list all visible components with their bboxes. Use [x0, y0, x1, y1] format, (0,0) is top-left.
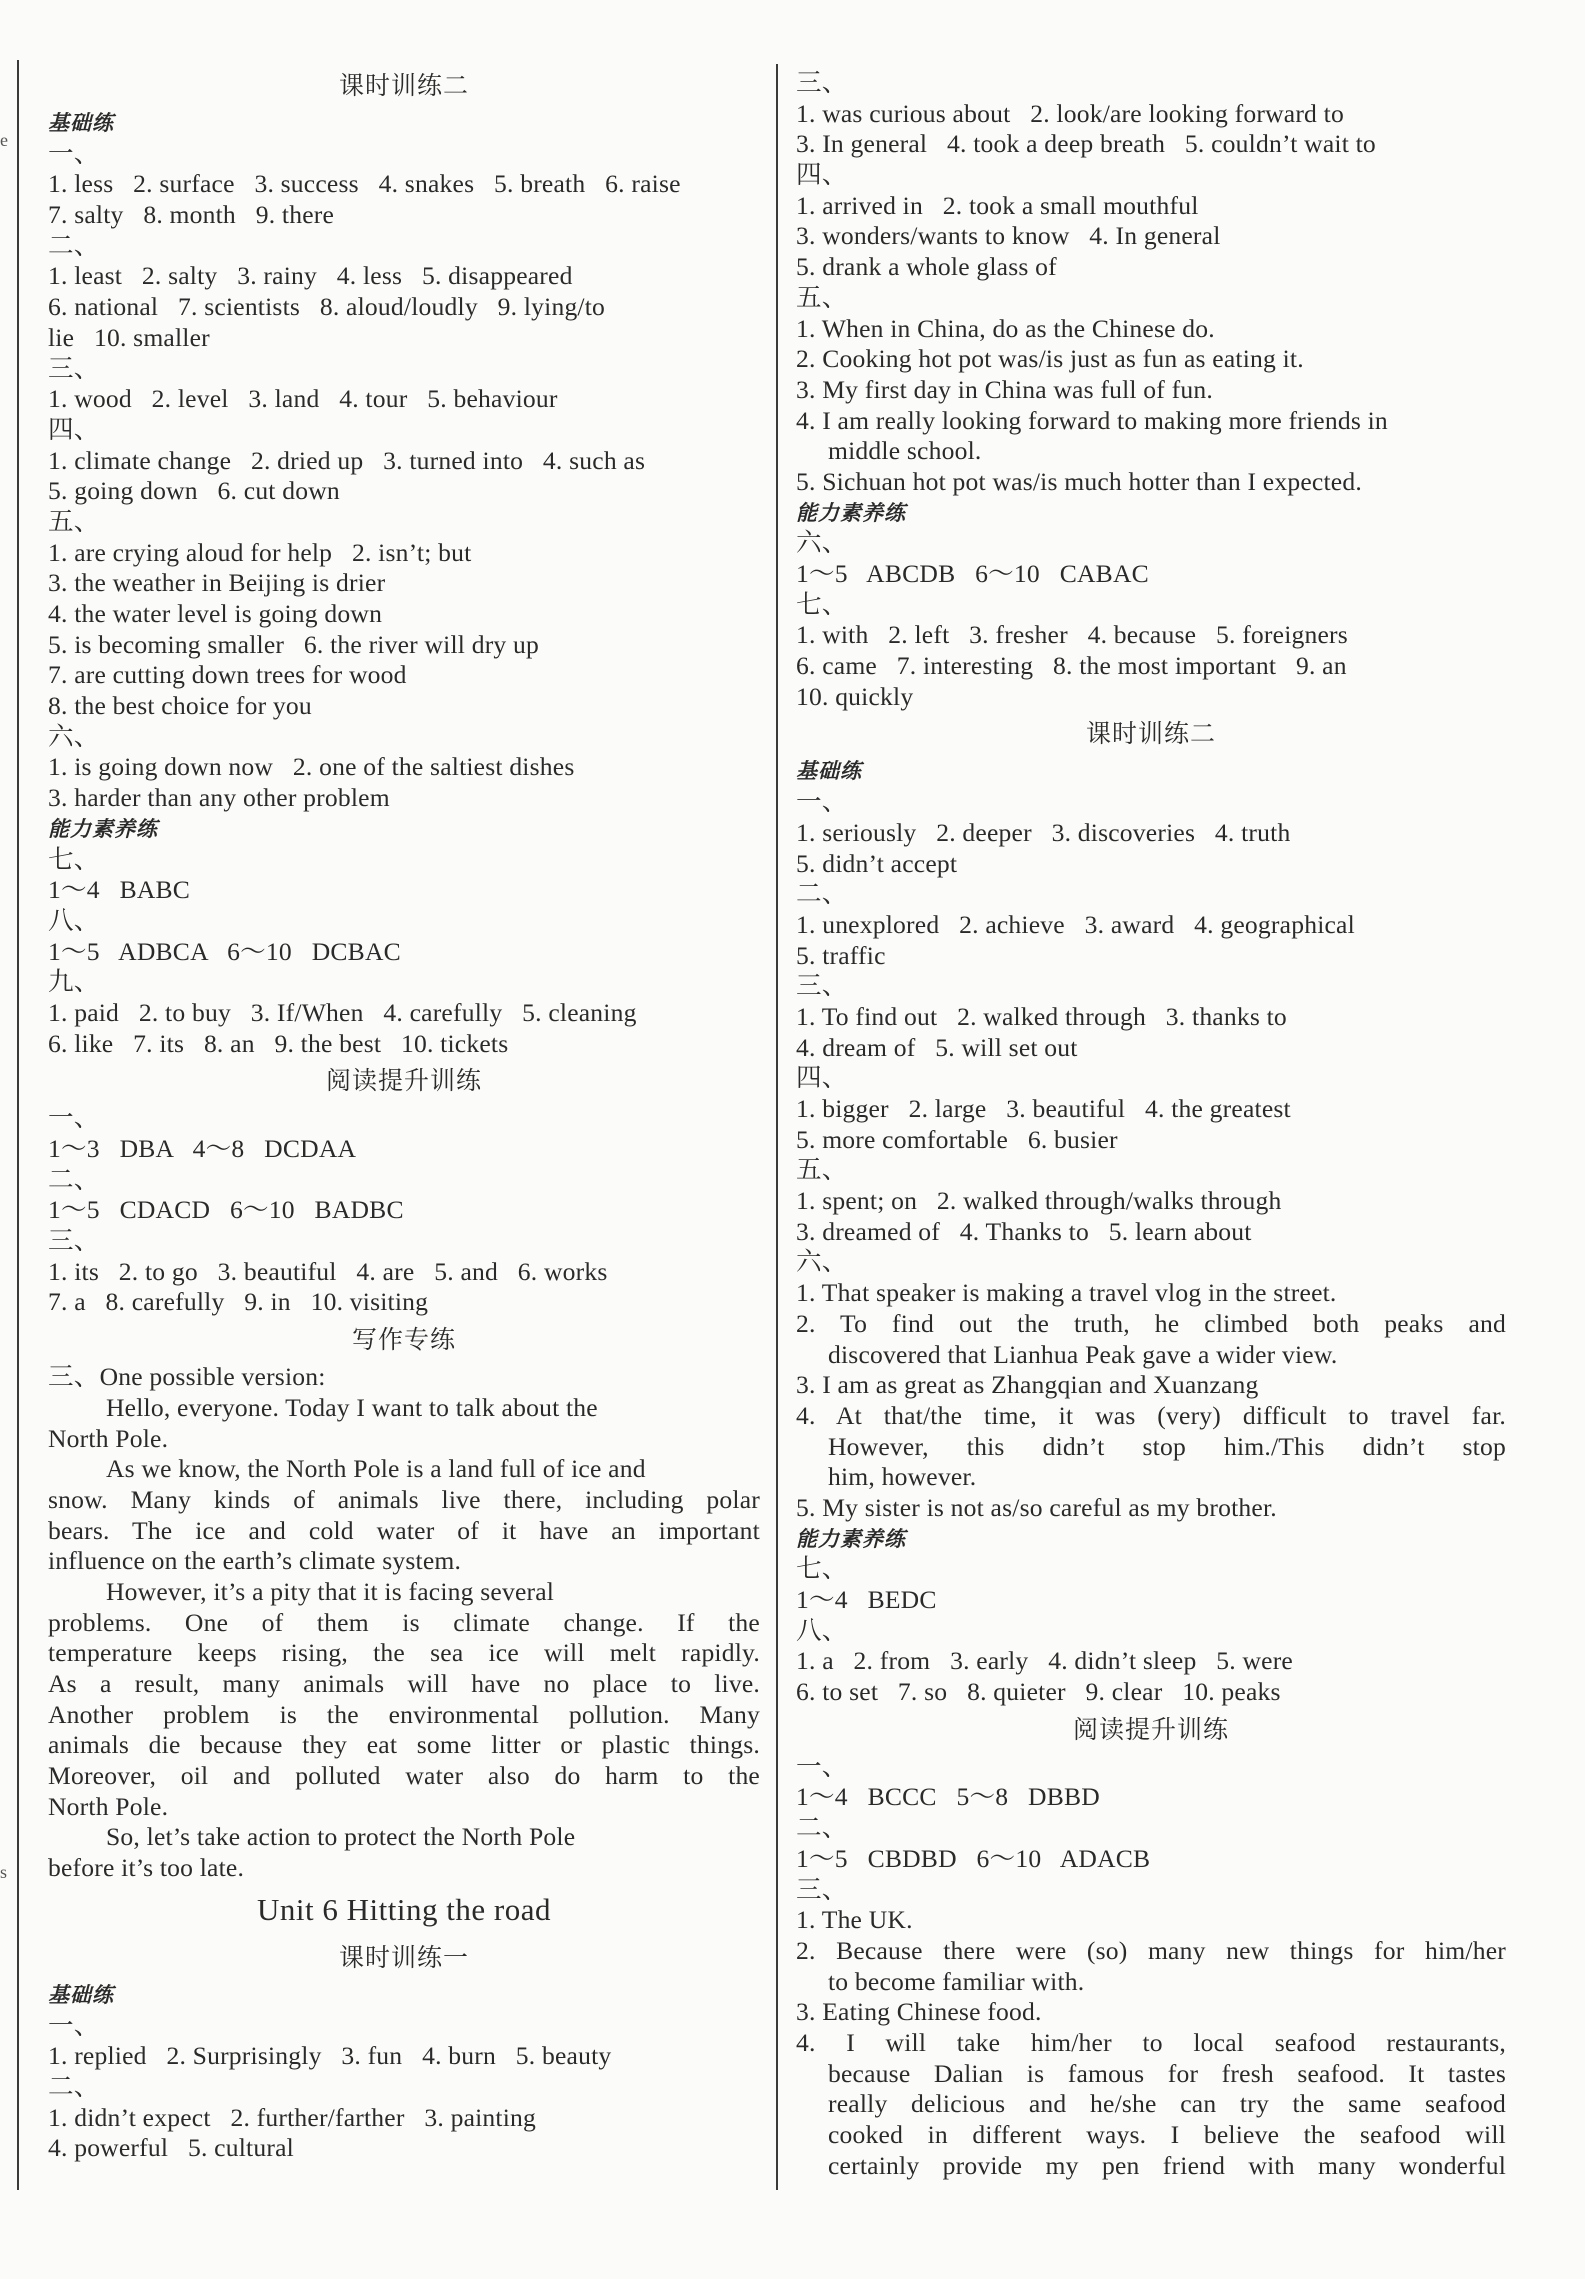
continuation-line: discovered that Lianhua Peak gave a wider view. [828, 1339, 1338, 1369]
paragraph-line: As a result, many animals will have no place to live. [48, 1669, 760, 1698]
question-number: 三、 [796, 68, 848, 97]
column-divider [776, 64, 778, 2190]
question-number: 六、 [796, 528, 848, 558]
paragraph-line: Moreover, oil and polluted water also do harm to the [48, 1761, 760, 1791]
answer-line: 1～5 CDACD 6～10 BADBC [48, 1195, 404, 1225]
answer-line: North Pole. [48, 1791, 169, 1821]
question-number: 七、 [48, 844, 100, 874]
answer-line: 5. more comfortable 6. busier [796, 1124, 1118, 1154]
answer-line: 1. wood 2. level 3. land 4. tour 5. behaviour [48, 384, 558, 414]
edge-mark-bottom: s [0, 1862, 8, 1882]
answer-line: 5. drank a whole glass of [796, 252, 1057, 282]
answer-line: 10. quickly [796, 681, 914, 711]
question-number: 一、 [48, 1103, 100, 1133]
question-number: 四、 [796, 1063, 848, 1093]
continuation-line: to become familiar with. [828, 1966, 1085, 1996]
subsection-label: 基础练 [796, 759, 862, 784]
answer-line: 1. arrived in 2. took a small mouthful [796, 190, 1199, 220]
answer-line: 5. is becoming smaller 6. the river will dry up [48, 629, 540, 659]
answer-line: 4. powerful 5. cultural [48, 2133, 294, 2163]
question-number: 一、 [48, 2010, 100, 2040]
answer-line: 1～4 BEDC [796, 1585, 937, 1614]
answer-line: 1～4 BCCC 5～8 DBBD [796, 1782, 1100, 1812]
subsection-label: 能力素养练 [796, 500, 906, 525]
answer-line: 1. bigger 2. large 3. beautiful 4. the greatest [796, 1094, 1291, 1123]
subsection-label: 能力素养练 [796, 1526, 906, 1551]
answer-line: lie 10. smaller [48, 322, 210, 352]
answer-line: 3. In general 4. took a deep breath 5. couldn’t wait to [796, 129, 1376, 159]
question-number: 五、 [796, 282, 848, 312]
question-number: 二、 [796, 1813, 848, 1843]
answer-line: 8. the best choice for you [48, 691, 312, 721]
answer-line: 1. paid 2. to buy 3. If/When 4. carefully 5. cleaning [48, 997, 637, 1027]
continuation-line: because Dalian is famous for fresh seafood. It tastes [828, 2058, 1506, 2088]
answer-line: 5. My sister is not as/so careful as my brother. [796, 1492, 1277, 1522]
answer-line: North Pole. [48, 1423, 169, 1453]
answer-line: 1～5 ABCDB 6～10 CABAC [796, 559, 1149, 588]
question-number: 八、 [48, 905, 100, 935]
answer-line: 5. traffic [796, 940, 886, 970]
subsection-label: 基础练 [48, 111, 114, 135]
answer-line: influence on the earth’s climate system. [48, 1546, 462, 1576]
question-number: 六、 [48, 721, 100, 751]
question-number: 二、 [796, 879, 848, 909]
paragraph-line: 4. At that/the time, it was (very) difficult to travel far. [796, 1400, 1506, 1430]
question-number: 四、 [796, 160, 848, 190]
paragraph-line: However, it’s a pity that it is facing several [106, 1576, 555, 1606]
answer-line: 1～4 BABC [48, 875, 191, 905]
answer-line: 3. My first day in China was full of fun. [796, 374, 1213, 404]
section-title: 课时训练二 [338, 71, 469, 100]
answer-line: 3. wonders/wants to know 4. In general [796, 221, 1221, 251]
question-number: 二、 [48, 1164, 100, 1194]
answer-line: 7. a 8. carefully 9. in 10. visiting [48, 1287, 429, 1317]
paragraph-line: 2. Because there were (so) many new things for him/her [796, 1935, 1506, 1965]
question-number: 三、 [796, 1874, 848, 1904]
edge-mark-top: e [0, 130, 8, 150]
paragraph-line: snow. Many kinds of animals live there, including polar [48, 1484, 760, 1514]
answer-line: 1. climate change 2. dried up 3. turned into 4. such as [48, 445, 646, 475]
question-number: 一、 [796, 1751, 848, 1781]
subsection-label: 能力素养练 [48, 816, 158, 841]
question-number: 七、 [796, 1554, 848, 1584]
answer-line: 7. are cutting down trees for wood [48, 660, 407, 690]
answer-line: 1. was curious about 2. look/are looking forward to [796, 98, 1344, 128]
left-margin-rule [17, 60, 19, 2190]
answer-line: 3. I am as great as Zhangqian and Xuanzang [796, 1370, 1259, 1400]
answer-line: 3. the weather in Beijing is drier [48, 568, 386, 598]
answer-line: 1. When in China, do as the Chinese do. [796, 313, 1215, 343]
paragraph-line: temperature keeps rising, the sea ice will melt rapidly. [48, 1638, 760, 1668]
continuation-line: cooked in different ways. I believe the seafood will [828, 2120, 1506, 2149]
answer-line: 1. its 2. to go 3. beautiful 4. are 5. and 6. works [48, 1256, 608, 1286]
paragraph-line: animals die because they eat some litter or plastic things. [48, 1730, 760, 1760]
answer-line: 5. going down 6. cut down [48, 476, 340, 506]
section-title: 课时训练一 [338, 1942, 469, 1972]
answer-line: 1. is going down now 2. one of the saltiest dishes [48, 752, 575, 782]
question-number: 三、One possible version: [48, 1362, 326, 1392]
answer-line: 1. with 2. left 3. fresher 4. because 5. foreigners [796, 620, 1348, 650]
answer-line: 1. didn’t expect 2. further/farther 3. painting [48, 2102, 537, 2132]
answer-line: 6. national 7. scientists 8. aloud/loudly 9. lying/to [48, 292, 606, 322]
answer-line: 1. least 2. salty 3. rainy 4. less 5. disappeared [48, 261, 573, 291]
answer-line: 5. Sichuan hot pot was/is much hotter than I expected. [796, 466, 1362, 496]
answer-line: 3. dreamed of 4. Thanks to 5. learn about [796, 1216, 1252, 1246]
section-title: 写作专练 [351, 1325, 456, 1355]
answer-line: 5. didn’t accept [796, 848, 958, 878]
answer-line: 4. I am really looking forward to making more friends in [796, 405, 1388, 435]
answer-line: 3. Eating Chinese food. [796, 1997, 1042, 2027]
answer-line: 1. are crying aloud for help 2. isn’t; but [48, 537, 472, 567]
answer-line: 6. to set 7. so 8. quieter 9. clear 10. peaks [796, 1677, 1281, 1707]
continuation-line: However, this didn’t stop him./This didn’t stop [828, 1431, 1506, 1461]
right-column [796, 68, 1506, 2181]
paragraph-line: Another problem is the environmental pollution. Many [48, 1699, 760, 1729]
answer-line: 1～5 ADBCA 6～10 DCBAC [48, 936, 401, 966]
question-number: 五、 [796, 1155, 848, 1185]
answer-line: 1. seriously 2. deeper 3. discoveries 4. truth [796, 817, 1291, 847]
question-number: 二、 [48, 2071, 100, 2101]
question-number: 四、 [48, 414, 100, 444]
answer-line: 1. unexplored 2. achieve 3. award 4. geographical [796, 909, 1355, 939]
answer-line: 1. replied 2. Surprisingly 3. fun 4. burn 5. beauty [48, 2041, 612, 2071]
question-number: 一、 [48, 138, 100, 168]
answer-line: 1～3 DBA 4～8 DCDAA [48, 1134, 357, 1163]
answer-line: 1. The UK. [796, 1905, 913, 1935]
question-number: 六、 [796, 1247, 848, 1277]
question-number: 八、 [796, 1615, 848, 1645]
paragraph-line: problems. One of them is climate change. If the [48, 1607, 760, 1637]
answer-line: 3. harder than any other problem [48, 783, 390, 813]
unit-title: Unit 6 Hitting the road [257, 1891, 551, 1927]
answer-line: 1. To find out 2. walked through 3. thanks to [796, 1001, 1287, 1031]
question-number: 三、 [48, 353, 100, 383]
answer-line: 4. the water level is going down [48, 599, 383, 628]
section-title: 课时训练二 [1085, 719, 1216, 749]
answer-line: before it’s too late. [48, 1853, 245, 1883]
continuation-line: middle school. [828, 436, 982, 466]
paragraph-line: As we know, the North Pole is a land full of ice and [106, 1454, 646, 1484]
answer-line: 1. spent; on 2. walked through/walks through [796, 1186, 1282, 1216]
question-number: 二、 [48, 230, 100, 260]
paragraph-line: bears. The ice and cold water of it have an important [48, 1515, 760, 1545]
subsection-label: 基础练 [48, 1982, 114, 2007]
section-title: 阅读提升训练 [325, 1066, 482, 1096]
question-number: 五、 [48, 506, 100, 536]
section-title: 阅读提升训练 [1072, 1714, 1229, 1744]
question-number: 三、 [796, 971, 848, 1001]
answer-line: 2. Cooking hot pot was/is just as fun as eating it. [796, 344, 1304, 374]
paragraph-line: 4. I will take him/her to local seafood restaurants, [796, 2027, 1506, 2057]
answer-line: 6. came 7. interesting 8. the most important 9. an [796, 651, 1347, 681]
continuation-line: him, however. [828, 1462, 977, 1492]
answer-line: 1. a 2. from 3. early 4. didn’t sleep 5. were [796, 1646, 1293, 1676]
paragraph-line: So, let’s take action to protect the North Pole [106, 1822, 576, 1852]
question-number: 三、 [48, 1226, 100, 1256]
answer-line: 7. salty 8. month 9. there [48, 200, 335, 230]
paragraph-line: 2. To find out the truth, he climbed both peaks and [796, 1308, 1506, 1338]
continuation-line: really delicious and he/she can try the same seafood [828, 2089, 1506, 2119]
answer-line: 6. like 7. its 8. an 9. the best 10. tickets [48, 1028, 509, 1058]
question-number: 九、 [48, 967, 100, 997]
paragraph-line: Hello, everyone. Today I want to talk about the [106, 1392, 598, 1422]
answer-line: 1～5 CBDBD 6～10 ADACB [796, 1843, 1151, 1873]
question-number: 七、 [796, 589, 848, 619]
answer-line: 4. dream of 5. will set out [796, 1032, 1078, 1062]
continuation-line: certainly provide my pen friend with many wonderful [828, 2150, 1506, 2180]
answer-line: 1. less 2. surface 3. success 4. snakes 5. breath 6. raise [48, 169, 681, 199]
question-number: 一、 [796, 787, 848, 817]
left-column [48, 64, 760, 2164]
answer-line: 1. That speaker is making a travel vlog in the street. [796, 1278, 1337, 1308]
